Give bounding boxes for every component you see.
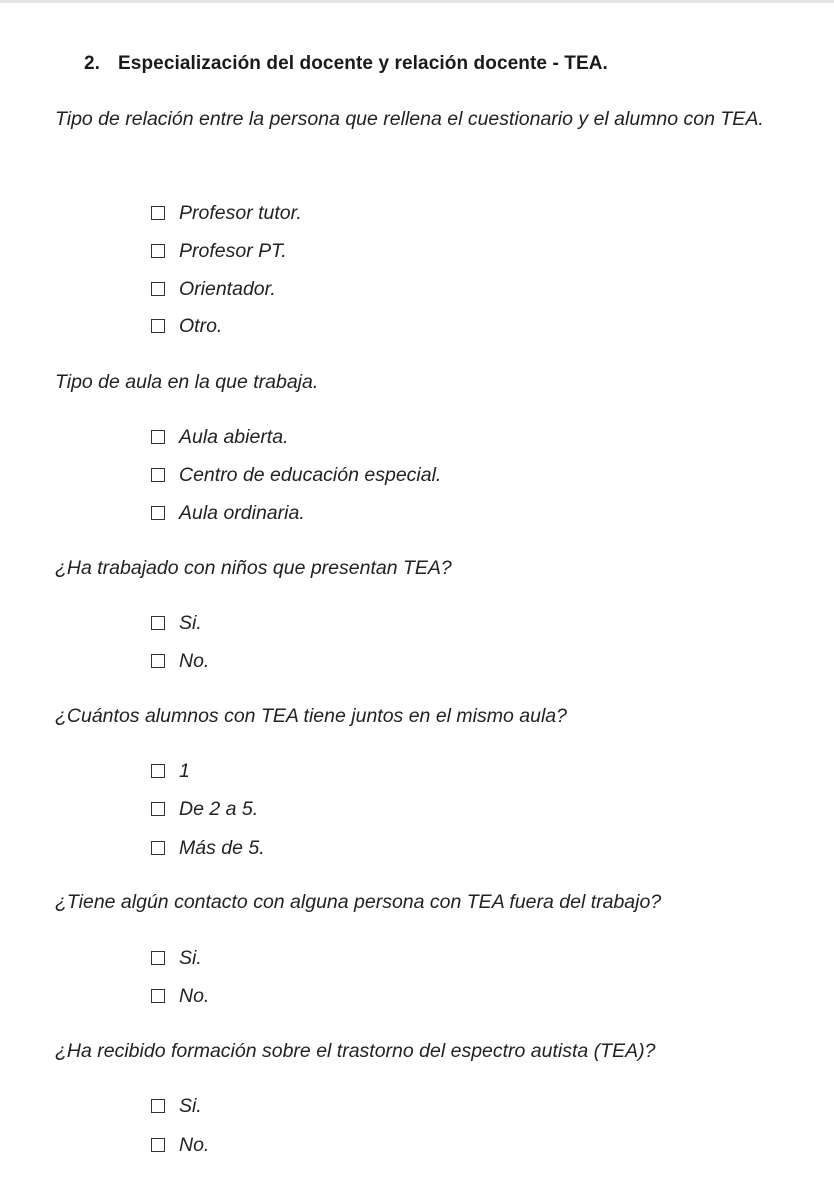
checkbox-icon[interactable] — [151, 430, 165, 444]
checkbox-icon[interactable] — [151, 468, 165, 482]
option-more-than-five[interactable] — [149, 835, 265, 861]
checkbox-icon[interactable] — [151, 989, 165, 1003]
option-no[interactable] — [149, 983, 209, 1009]
option-aula-ordinaria[interactable] — [149, 500, 305, 526]
question-worked-with-tea: ¿Ha trabajado con niños que presentan TEA? — [55, 557, 452, 579]
option-profesor-tutor[interactable] — [149, 200, 302, 226]
option-label: 1 — [179, 759, 190, 782]
option-no[interactable] — [149, 648, 209, 674]
checkbox-icon[interactable] — [151, 244, 165, 258]
question-classroom-type: Tipo de aula en la que trabaja. — [55, 371, 319, 393]
option-label: Otro. — [179, 314, 223, 337]
option-label: Más de 5. — [179, 836, 265, 859]
option-label: Aula abierta. — [179, 425, 289, 448]
question-relationship-type: Tipo de relación entre la persona que rellena el cuestionario y el alumno con TEA. — [55, 108, 764, 130]
section-heading — [84, 53, 608, 75]
checkbox-icon[interactable] — [151, 802, 165, 816]
option-otro[interactable] — [149, 313, 222, 339]
option-profesor-pt[interactable] — [149, 238, 287, 264]
option-label: No. — [179, 984, 210, 1007]
checkbox-icon[interactable] — [151, 951, 165, 965]
checkbox-icon[interactable] — [151, 282, 165, 296]
option-si[interactable] — [149, 945, 202, 971]
option-label: Orientador. — [179, 277, 276, 300]
checkbox-icon[interactable] — [151, 616, 165, 630]
checkbox-icon[interactable] — [151, 654, 165, 668]
option-two-to-five[interactable] — [149, 796, 258, 822]
option-label: Profesor tutor. — [179, 201, 302, 224]
option-label: De 2 a 5. — [179, 797, 259, 820]
checkbox-icon[interactable] — [151, 841, 165, 855]
checkbox-icon[interactable] — [151, 506, 165, 520]
option-label: Si. — [179, 611, 202, 634]
option-label: Aula ordinaria. — [179, 501, 305, 524]
option-si[interactable] — [149, 610, 202, 636]
option-label: No. — [179, 1133, 210, 1156]
option-centro-educacion-especial[interactable] — [149, 462, 441, 488]
option-label: Centro de educación especial. — [179, 463, 442, 486]
section-title: Especialización del docente y relación docente - TEA. — [118, 53, 608, 74]
section-number: 2. — [84, 53, 101, 74]
option-label: No. — [179, 649, 210, 672]
checkbox-icon[interactable] — [151, 1138, 165, 1152]
checkbox-icon[interactable] — [151, 319, 165, 333]
option-label: Si. — [179, 1094, 202, 1117]
option-no[interactable] — [149, 1132, 209, 1158]
checkbox-icon[interactable] — [151, 206, 165, 220]
option-si[interactable] — [149, 1093, 202, 1119]
question-training-received: ¿Ha recibido formación sobre el trastorno del espectro autista (TEA)? — [55, 1040, 656, 1062]
checkbox-icon[interactable] — [151, 764, 165, 778]
page-top-edge — [0, 0, 834, 3]
option-one[interactable] — [149, 758, 190, 784]
option-label: Profesor PT. — [179, 239, 287, 262]
option-orientador[interactable] — [149, 276, 276, 302]
option-label: Si. — [179, 946, 202, 969]
checkbox-icon[interactable] — [151, 1099, 165, 1113]
option-aula-abierta[interactable] — [149, 424, 289, 450]
question-outside-contact: ¿Tiene algún contacto con alguna persona con TEA fuera del trabajo? — [55, 891, 662, 913]
question-students-count: ¿Cuántos alumnos con TEA tiene juntos en el mismo aula? — [55, 705, 567, 727]
